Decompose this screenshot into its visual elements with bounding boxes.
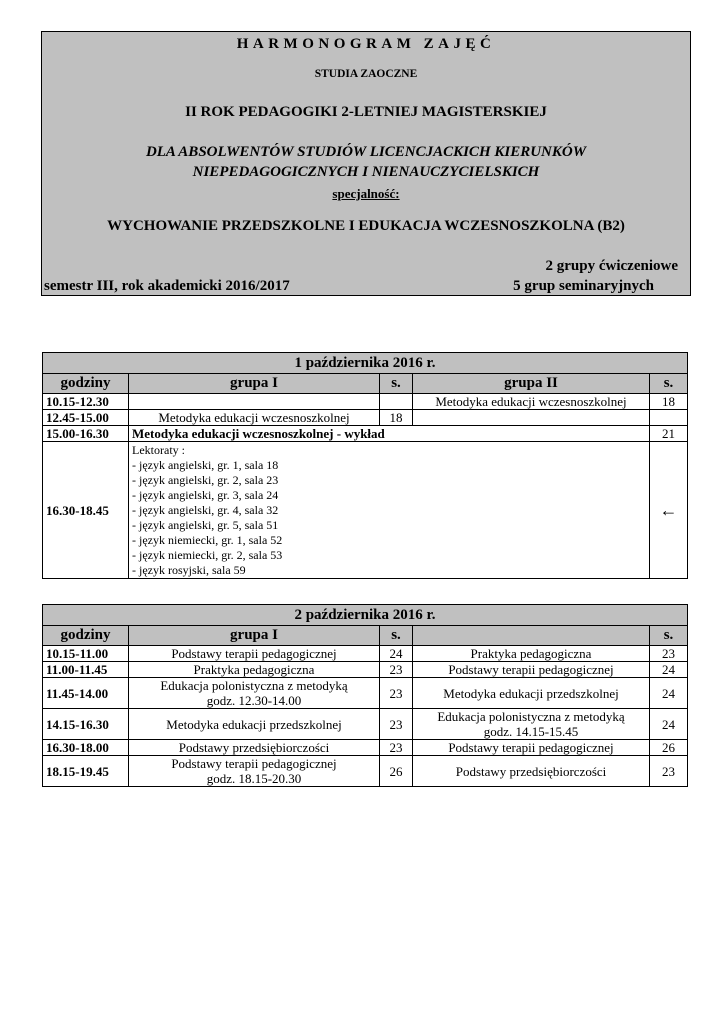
room2-cell: 26 [650, 740, 688, 756]
schedule-table-day2 [42, 604, 688, 787]
room1-cell: 18 [380, 410, 413, 426]
table-row [43, 410, 688, 426]
schedule-header [41, 31, 691, 296]
time-cell: 12.45-15.00 [43, 410, 129, 426]
subject-name: Podstawy terapii pedagogicznej [171, 756, 337, 771]
language-courses-list [129, 442, 650, 579]
time-cell: 15.00-16.30 [43, 426, 129, 442]
list-item: - język angielski, gr. 1, sala 18 [132, 457, 279, 472]
date-heading: 1 października 2016 r. [43, 353, 688, 374]
group2-cell: Podstawy terapii pedagogicznej [413, 662, 650, 678]
date-row [43, 605, 688, 626]
group1-cell [129, 394, 380, 410]
group1-cell: Praktyka pedagogiczna [129, 662, 380, 678]
room2-cell: 23 [650, 646, 688, 662]
column-header-row [43, 626, 688, 646]
list-item: - język niemiecki, gr. 1, sala 52 [132, 532, 283, 547]
table-row [43, 756, 688, 787]
room2-cell: 24 [650, 662, 688, 678]
group2-cell: Praktyka pedagogiczna [413, 646, 650, 662]
lektoraty-row [43, 442, 688, 579]
table-row [43, 426, 688, 442]
group2-cell: Podstawy terapii pedagogicznej [413, 740, 650, 756]
group1-cell: Metodyka edukacji przedszkolnej [129, 709, 380, 740]
table-row [43, 740, 688, 756]
time-cell: 16.30-18.45 [43, 442, 129, 579]
table-row [43, 662, 688, 678]
audience-line-1: DLA ABSOLWENTÓW STUDIÓW LICENCJACKICH KIERUNKÓW [145, 144, 587, 160]
date-heading: 2 października 2016 r. [43, 605, 688, 626]
group2-cell [413, 410, 650, 426]
date-row [43, 353, 688, 374]
col-room2: s. [650, 374, 688, 394]
col-group1: grupa I [129, 374, 380, 394]
room2-cell [650, 410, 688, 426]
specialization-name: WYCHOWANIE PRZEDSZKOLNE I EDUKACJA WCZESNOSZKOLNA (B2) [107, 218, 625, 234]
audience-line-2: NIEPEDAGOGICZNYCH I NIENAUCZYCIELSKICH [192, 164, 540, 180]
room2-cell: 24 [650, 709, 688, 740]
room1-cell [380, 394, 413, 410]
list-item: - język angielski, gr. 3, sala 24 [132, 487, 279, 502]
left-arrow-icon: ← [650, 442, 688, 579]
group1-cell: Metodyka edukacji wczesnoszkolnej [129, 410, 380, 426]
col-room1: s. [380, 374, 413, 394]
col-hours: godziny [43, 374, 129, 394]
group1-cell [129, 678, 380, 709]
subject-name: Edukacja polonistyczna z metodyką [160, 678, 348, 693]
subject-time-note: godz. 12.30-14.00 [206, 693, 302, 708]
list-item: - język niemiecki, gr. 2, sala 53 [132, 547, 283, 562]
col-hours: godziny [43, 626, 129, 646]
time-cell: 14.15-16.30 [43, 709, 129, 740]
group2-cell: Podstawy przedsiębiorczości [413, 756, 650, 787]
time-cell: 18.15-19.45 [43, 756, 129, 787]
subject-name: Edukacja polonistyczna z metodyką [437, 709, 625, 724]
time-cell: 11.45-14.00 [43, 678, 129, 709]
semester-info: semestr III, rok akademicki 2016/2017 [44, 278, 290, 294]
list-item: - język rosyjski, sala 59 [132, 562, 246, 577]
subject-time-note: godz. 14.15-15.45 [483, 724, 579, 739]
list-item: Lektoraty : [132, 442, 185, 457]
column-header-row [43, 374, 688, 394]
year-program: II ROK PEDAGOGIKI 2-LETNIEJ MAGISTERSKIEJ [185, 104, 547, 120]
group2-cell: Metodyka edukacji przedszkolnej [413, 678, 650, 709]
group2-cell: Metodyka edukacji wczesnoszkolnej [413, 394, 650, 410]
table-row [43, 394, 688, 410]
group1-cell [129, 756, 380, 787]
time-cell: 16.30-18.00 [43, 740, 129, 756]
col-group2: grupa II [413, 374, 650, 394]
group1-cell: Podstawy terapii pedagogicznej [129, 646, 380, 662]
list-item: - język angielski, gr. 5, sala 51 [132, 517, 279, 532]
subject-time-note: godz. 18.15-20.30 [206, 771, 302, 786]
col-group2 [413, 626, 650, 646]
table-row [43, 709, 688, 740]
exercise-groups: 2 grupy ćwiczeniowe [545, 258, 678, 274]
room1-cell: 23 [380, 740, 413, 756]
schedule-table-day1 [42, 352, 688, 579]
group1-cell: Podstawy przedsiębiorczości [129, 740, 380, 756]
seminar-groups: 5 grup seminaryjnych [513, 278, 654, 294]
room1-cell: 23 [380, 709, 413, 740]
col-room2: s. [650, 626, 688, 646]
study-mode: STUDIA ZAOCZNE [314, 68, 418, 80]
col-room1: s. [380, 626, 413, 646]
time-cell: 11.00-11.45 [43, 662, 129, 678]
room2-cell: 24 [650, 678, 688, 709]
table-row [43, 646, 688, 662]
room1-cell: 23 [380, 678, 413, 709]
room2-cell: 21 [650, 426, 688, 442]
room2-cell: 18 [650, 394, 688, 410]
time-cell: 10.15-12.30 [43, 394, 129, 410]
list-item: - język angielski, gr. 4, sala 32 [132, 502, 279, 517]
table-row [43, 678, 688, 709]
time-cell: 10.15-11.00 [43, 646, 129, 662]
list-item: - język angielski, gr. 2, sala 23 [132, 472, 279, 487]
room1-cell: 24 [380, 646, 413, 662]
lecture-cell: Metodyka edukacji wczesnoszkolnej - wykład [129, 426, 650, 442]
document-title: HARMONOGRAM ZAJĘĆ [236, 36, 496, 52]
room2-cell: 23 [650, 756, 688, 787]
room1-cell: 23 [380, 662, 413, 678]
room1-cell: 26 [380, 756, 413, 787]
col-group1: grupa I [129, 626, 380, 646]
specialization-label: specjalność: [332, 186, 400, 201]
group2-cell [413, 709, 650, 740]
